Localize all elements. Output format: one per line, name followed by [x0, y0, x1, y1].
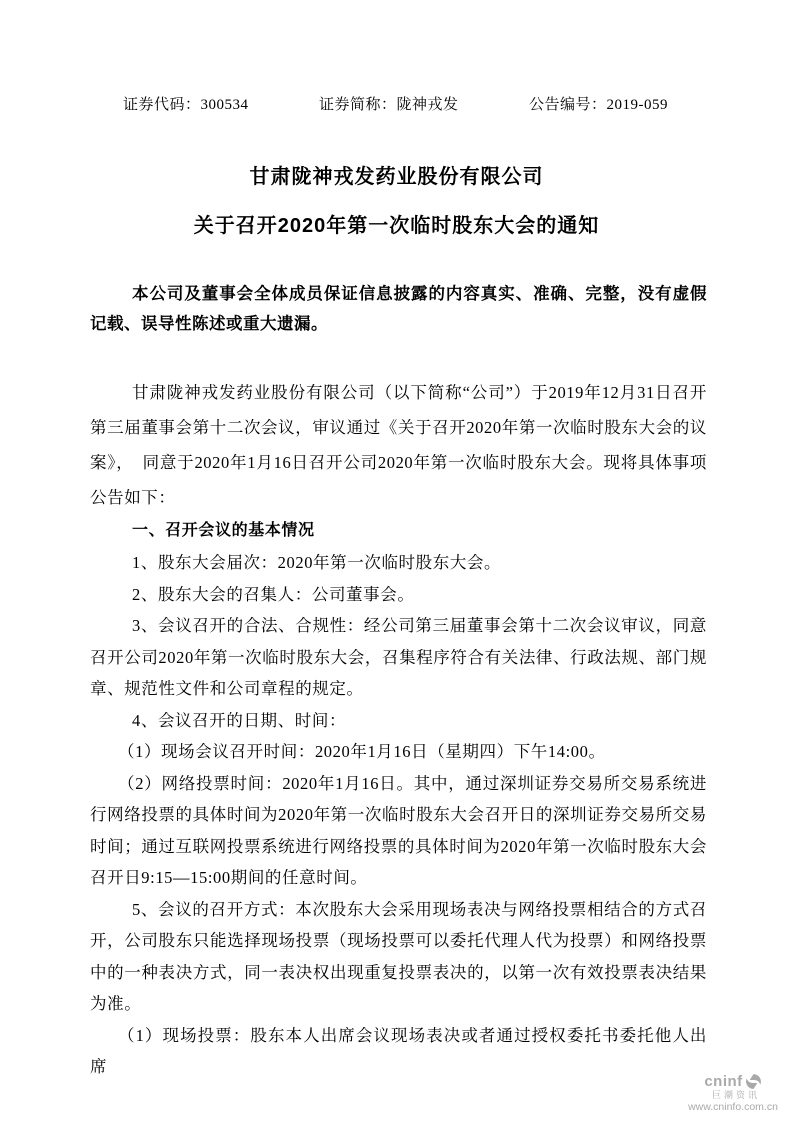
body-paragraph: 1、股东大会届次：2020年第一次临时股东大会。 — [132, 553, 502, 572]
cninfo-swirl-icon — [745, 1073, 762, 1090]
cninfo-url: www.cninfo.com.cn — [688, 1101, 778, 1113]
body-paragraph: 3、会议召开的合法、合规性：经公司第三届董事会第十二次会议审议，同意召开公司2020年第一次临时股东大会，召集程序符合有关法律、行政法规、部门规章、规范性文件和公司章程的规定。 — [90, 616, 707, 698]
notice-title: 关于召开2020年第一次临时股东大会的通知 — [193, 215, 600, 237]
body-paragraph: 5、会议的召开方式：本次股东大会采用现场表决与网络投票相结合的方式召开，公司股东只能选择现场投票（现场投票可以委托代理人代为投票）和网络投票中的一种表决方式，同一表决权出现重复投票表决的，以第一次有效投票表决结果为准。 — [90, 899, 707, 1013]
cninfo-logo-text: cninf — [704, 1072, 743, 1090]
announcement-number: 公告编号：2019-059 — [529, 97, 668, 113]
section-heading: 一、召开会议的基本情况 — [132, 522, 315, 539]
document-body — [90, 375, 707, 1083]
body-paragraph: （1）现场投票：股东本人出席会议现场表决或者通过授权委托书委托他人出席 — [90, 1025, 707, 1076]
stock-code: 证券代码：300534 — [123, 97, 249, 113]
cninfo-watermark — [677, 1073, 789, 1114]
body-paragraph: （2）网络投票时间：2020年1月16日。其中，通过深圳证券交易所交易系统进行网络投票的具体时间为2020年第一次临时股东大会召开日的深圳证券交易所交易时间；通过互联网投票系统进行网络投票的具体时间为2020年第一次临时股东大会召开日9:15—15:00期间的任意时间。 — [90, 773, 707, 887]
body-paragraph: 2、股东大会的召集人：公司董事会。 — [132, 584, 415, 604]
disclaimer-statement: 本公司及董事会全体成员保证信息披露的内容真实、准确、完整，没有虚假记载、误导性陈述或重大遗漏。 — [90, 285, 707, 333]
company-title: 甘肃陇神戎发药业股份有限公司 — [249, 166, 544, 188]
cninfo-logo — [677, 1073, 789, 1090]
body-paragraph: （1）现场会议召开时间：2020年1月16日（星期四）下午14:00。 — [118, 742, 606, 761]
securities-header — [123, 93, 668, 114]
cninfo-caption: 巨潮资讯 — [711, 1090, 760, 1100]
intro-paragraph: 甘肃陇神戎发药业股份有限公司（以下简称“公司”）于2019年12月31日召开第三届董事会第十二次会议，审议通过《关于召开2020年第一次临时股东大会的议案》， 同意于2020年1月16日召开公司2020年第一次临时股东大会。现将具体事项公告如下： — [90, 383, 707, 507]
body-paragraph: 4、会议召开的日期、时间： — [132, 710, 347, 730]
stock-name: 证券简称：陇神戎发 — [319, 97, 459, 113]
